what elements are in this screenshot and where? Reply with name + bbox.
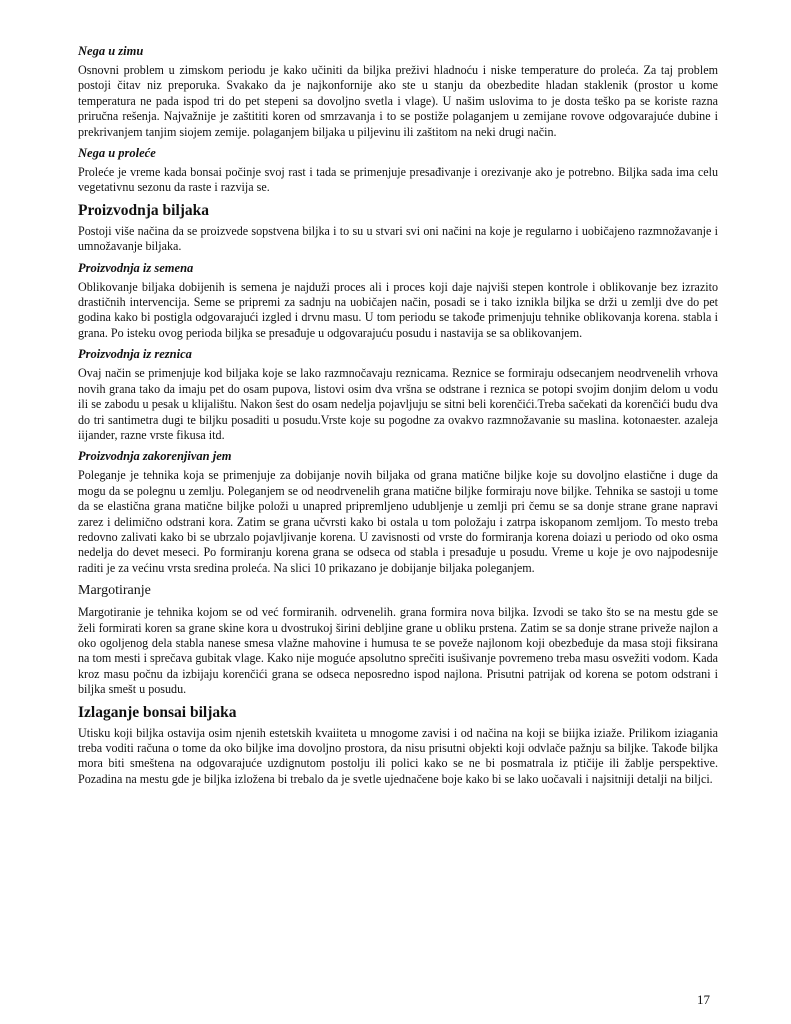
heading-reznica: Proizvodnja iz reznica	[78, 347, 192, 362]
heading-nega-zima: Nega u zimu	[78, 44, 144, 58]
heading-izlaganje: Izlaganje bonsai biljaka	[78, 703, 237, 721]
paragraph-proizvodnja: Postoji više načina da se proizvede sopstvena biljka i to su u stvari svi oni načini na koje je regularno i uobičajeno razmnožavanje i umnožavanje biljaka.	[78, 223, 718, 254]
paragraph-zakorenjivan: Poleganje je tehnika koja se primenjuje za dobijanje novih biljaka od grana matične biljke koje su dovoljno elastične i duge da mogu da se polegnu u zemlju. Poleganjem se od neodrvenelih grana matične biljke formiraju nove biljke. Tehnika se sastoji u tome da se elastična grana matične biljke položi u unapred pripremljeno udubljenje u zemlji pri čemu se sa donje strane grane napravi zarez i delimično odstrani kora. Zatim se grana učvrsti kako bi ostala u tom položaju i zatrpa iskopanom zemljom. To mesto treba redovno zalivati kako bi se ubrzalo pojavljivanje korena. U zavisnosti od vrste do formiranja korena doiazi u periodo od oko osma nedelja do devet meseci. Po formiranju korena grana se odseca od stabla i presađuje u posudu. Vreme u koje je ovo najpodesnije raditi je za većinu vrsta sredina proleća. Na slici 10 prikazano je dobijanje biljaka poleganjem.	[78, 468, 718, 575]
page-number: 17	[697, 992, 710, 1007]
heading-margotiranje: Margotiranje	[78, 583, 151, 599]
paragraph-margotiranje: Margotiranie je tehnika kojom se od već formiranih. odrvenelih. grana formira nova biljka. Izvodi se tako što se na mestu gde se želi formirati koren sa grane skine kora u dvostrukoj širini debljine grane u obliku prstena. Zatim se sa donje strane priveže najlon a oko ogoljenog dela stabla nanese smesa vlažne mahovine i humusa te se poveže najlonom koji obezbeđuje da masa stoji fiksirana na tom mesti i sprečava gubitak vlage. Kako nije moguće apsolutno sprečiti isušivanje povremeno treba masu osvežiti vodom. Kada kroz masu počnu da izbijaju korenčići grana se odseca neposredno ispod najlona. Prisutni patrijak od korena se potom odstrani i biljka smešt u posudu.	[78, 605, 718, 697]
heading-zakorenjivan: Proizvodnja zakorenjivan jem	[78, 449, 232, 464]
paragraph-nega-zima: Osnovni problem u zimskom periodu je kako učiniti da biljka preživi hladnoću i niske temperature do proleća. Za taj problem postoji čitav niz preporuka. Svakako da je najkonfornije ako ste u stanju da obezbedite hladan staklenik (prostor u kome temperatura ne pada ispod tri do pet stepeni sa dovoljno svetla i vlage). U našim uslovima to je dosta teško pa se koriste razna priručna rešenja. Najvažnije je zaštititi koren od smrzavanja i to se postiže polaganjem u zemijane rovove odgovarajuće dubine i prekrivanjem tanjim siojem zemije. polaganjem biljaka u piljevinu ili zaštitom na neki drugi način.	[78, 63, 718, 139]
text-column	[78, 44, 718, 793]
heading-semena: Proizvodnja iz semena	[78, 260, 194, 275]
paragraph-reznica: Ovaj način se primenjuje kod biljaka koje se lako razmnočavaju reznicama. Reznice se formiraju odsecanjem neodrvenelih vrhova novih grana tako da imaju pet do osam pupova, listovi osim dva vršna se odstrane i reznica se potopi svojim donjim delom u vodu ili se zabodu u pesak u klijalištu. Nakon šest do osam nedelja pojavljuju se sitni beli korenčići.Treba sačekati da korenčići budu dva do tri santimetra dugi te biljku posaditi u posudu.Vrste koje su pogodne za ovakvo razmnožavanie su maslina. kotonaester. azaleja iijander, razne vrste fikusa itd.	[78, 366, 718, 442]
heading-nega-prolece: Nega u proleće	[78, 146, 156, 161]
paragraph-izlaganje: Utisku koji biljka ostavija osim njenih estetskih kvaiiteta u mnogome zavisi i od načina na koji se biijka iziaže. Prilikom iziagania treba voditi računa o tome da oko biljke ima dovoljno prostora, da nisu prisutni objekti koji odvlače pažnju sa biljke. Takođe biljka mora biti smeštena na odgovarajuće uzdignutom postolju ili polici kako se ne bi posmatrala iz ptičije ili žablje perspektive. Pozadina na mestu gde je biljka izložena bi trebalo da je svetle ujednačene boje kako bi se lako uočavali i najsitniji detalji na biljci.	[78, 725, 718, 786]
paragraph-semena: Oblikovanje biljaka dobijenih is semena je najduži proces ali i proces koji daje najviši stepen kontrole i oblikovanje bez izrazito drastičnih intervencija. Seme se pripremi za sadnju na uobičajen način, posadi se i tako iznikla biljka se drži u zemlji dve do pet godina kako bi postigla odgovarajući izgled i drvnu masu. U tom periodu se takođe primenjuju tehnike oblikovanja korena. stabla i grana. Po isteku ovog perioda biljka se presađuje u odgovarajuću posudu i nastavija se sa oblikovanjem.	[78, 279, 718, 340]
heading-proizvodnja: Proizvodnja biljaka	[78, 201, 210, 219]
paragraph-nega-prolece: Proleće je vreme kada bonsai počinje svoj rast i tada se primenjuje presađivanje i orezivanje ako je potrebno. Biljka sada ima celu vegetativnu sezonu da raste i razvija se.	[78, 165, 718, 195]
